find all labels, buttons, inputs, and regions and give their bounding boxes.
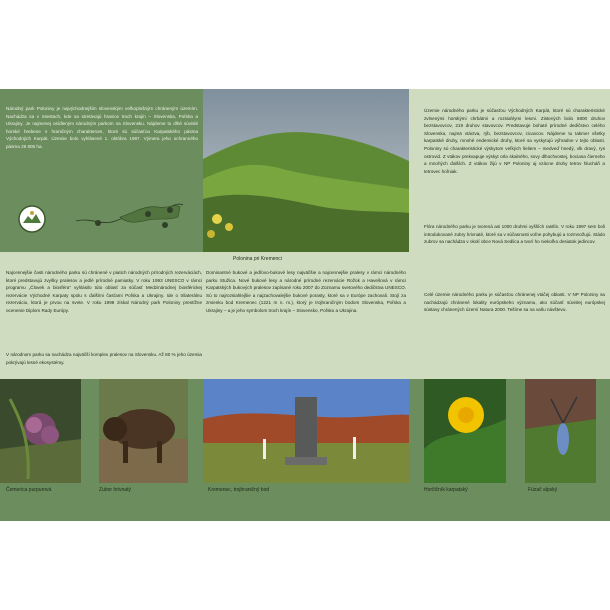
bison-photo [99,379,188,483]
beetle-photo [525,379,596,483]
caption-trollius: Horčičník karpatský [424,487,468,493]
caption-hellebore: Čemerica purpurová [6,487,52,493]
caption-bison: Zubor hrivnatý [99,487,131,493]
brochure-spread [0,89,610,521]
park-logo-icon [18,205,46,233]
intro-panel [0,89,203,252]
col2-text-b: V národnom parku sa nachádza najväčší komplex pralesov na Slovensku. Až 80 % jeho územia pokrývajú lesné ekosystémy. [6,352,202,365]
hellebore-photo [0,379,81,483]
intro-text: Národný park Poloniny je najvýchodnejším slovenským veľkoplošným chráneným územím. Nachádza sa v miestach, kde sa stretávajú hranice troch krajín – Slovenska, Poľska a Ukrajiny. Je najmenej osídleným národným parkom na Slovensku. Nájdeme tu dlhé súvislé horské hrebene s hraničným charakterom, ktoré sú súčasťou Karpatského pásma Východných Karpát. Územie bolo vyhlásené 1. októbra 1997. Výmera jeho ochranného pásma 29 805 ha. [6,106,198,149]
caption-monument: Kremenec, trojhraničný bod [208,487,270,493]
photo-band [0,379,610,521]
col3-text: Dominantné bukové a jedľovo-bukové lesy najväčšie a najcennejšie pralesy v rámci národného parku Stužica. Nové bukové lesy a národné prírodné rezervácie Rožok a Havešová v rámci Karpatských bukových pralesov zapísané roku 2007 do Zoznamu svetového dedičstva UNESCO. Sú to najrozsiahlejšie a najzachovalejšie bukové porasty, ktoré sa v Európe zachovali. Stojí za zmienku bod Kremenec (1221 m n. m.), ktorý je trojhraničným bodom Slovenska, Poľska a Ukrajiny – a je jeho symbolom troch krajín – Slovensko, Poľsko a Ukrajina. [206,270,406,313]
col4-text: Územie národného parku je súčasťou Východných Karpát, ktoré sú charakteristické zvlnenými horskými chrbátmi a rozsiahlymi lesmi. Zistených bolo 5800 druhov bezstavovcov, 219 druhov stavovcov. Predstavuje bohaté prírodné dedičstvo celého Slovenska, najmä vtáctva, rýb, bezstavovcov, cicavcov. Nájdeme tu takmer všetky karpatské druhy, mnohé endemické druhy, ktoré sa vyskytujú výhradne v tejto oblasti. Poloniny sú charakteristické výskytom veľkých šeliem – medveď hnedý, vlk dravý, rys ostrovid. Z vtákov prekvapuje výskyt orla skalného, sovy dlhochvostej, bociana čierneho a mnohých ďalších. Z vtákov žijú v NP Poloniny aj vzácne druhy tetrov hlucháň a tetrovec hoľniak. [424,108,605,174]
col2-text: Najcennejšie časti národného parku sú chránené v piatich národných prírodných rezerváciách, ktoré predstavujú zvyšky pralesov a jedlé prírodné pamiatky. V roku 1993 UNESCO v rámci programu „Človek a biosféra" vyhlásilo túto oblasť za súčasť Medzinárodnej biosférickej rezervácie Východné Karpaty spolu s ďalšími časťami Poľska a Ukrajiny. Ide o trilaterálnu rezerváciu, ktorá je prvou na svete. V roku 1998 získal Národný park Poloniny prestížne ocenenie Diplom Rady Európy. [6,270,202,313]
monument-photo [203,379,409,483]
caption-poloniny: Polonina pri Kremenci [233,256,282,262]
trollius-photo [424,379,506,483]
poloniny-photo [203,89,409,252]
col4-text-b: Flóra národného parku je tvorená asi 1000 druhmi vyšších rastlín. V roku 1997 sem boli introdukované zubry hrivnaté, ktoré sa v súčasnosti voľne pohybujú a rozmnožujú. Stádo zubrov sa nachádza v okolí obce Nová Sedlica a tvorí ho niekoľko desiatok jedincov. [424,224,605,245]
park-map [72,187,186,237]
caption-beetle: Fúzač alpský [528,487,558,493]
col4-text-c: Celé územie národného parku je súčasťou chránenej vtáčej oblasti. V NP Poloniny sa nachádzajú chránené lokality európskeho významu, ako súčasť súvislej európskej sústavy chránených území Natura 2000. Tešíme sa na vašu návštevu. [424,292,605,313]
